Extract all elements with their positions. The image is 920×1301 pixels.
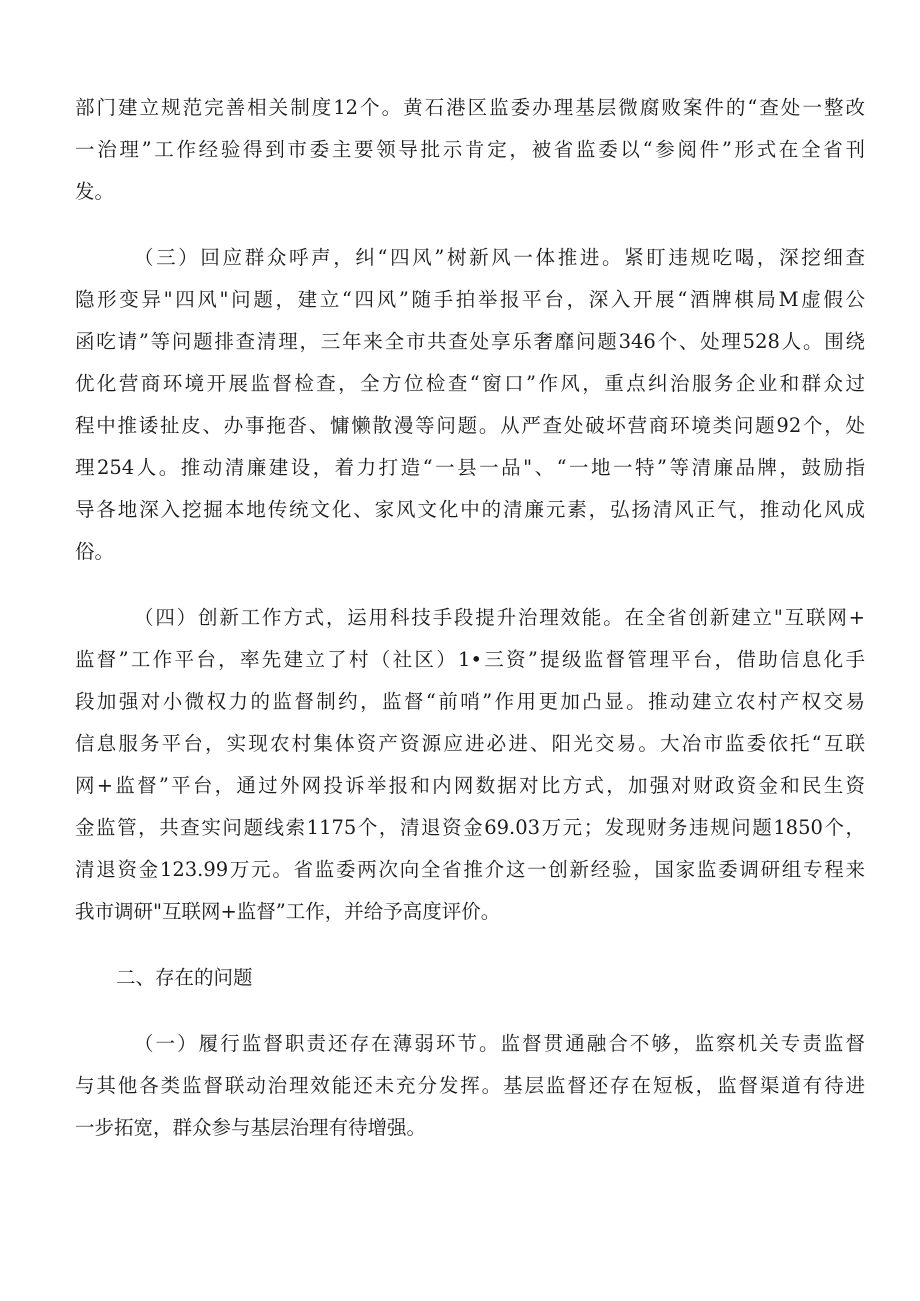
paragraph-line: 一步拓宽，群众参与基层治理有待增强。	[75, 1116, 427, 1139]
paragraph-line: 金监管，共查实问题线索1175个，清退资金69.03万元；发现财务违规问题1850个，	[75, 816, 865, 839]
paragraph-line: 监督”工作平台，率先建立了村（社区）1•三资”提级监督管理平台，借助信息化手	[75, 648, 865, 671]
section-heading: 二、存在的问题	[116, 966, 253, 989]
paragraph-line: 优化营商环境开展监督检查，全方位检查“窗口”作风，重点纠治服务企业和群众过	[75, 372, 865, 395]
paragraph-line: 程中推诿扯皮、办事拖沓、慵懒散漫等问题。从严查处破坏营商环境类问题92个，处	[75, 414, 865, 437]
paragraph-line: 段加强对小微权力的监督制约，监督“前哨”作用更加凸显。推动建立农村产权交易	[75, 690, 865, 713]
paragraph-line: 俗。	[75, 540, 115, 563]
paragraph-line: 导各地深入挖掘本地传统文化、家风文化中的清廉元素，弘扬清风正气，推动化风成	[75, 498, 865, 521]
paragraph-line: 发。	[75, 180, 115, 203]
paragraph-line: 清退资金123.99万元。省监委两次向全省推介这一创新经验，国家监委调研组专程来	[75, 858, 865, 881]
paragraph-line: 一治理”工作经验得到市委主要领导批示肯定，被省监委以“参阅件”形式在全省刊	[75, 138, 865, 161]
section-heading-line: （四）创新工作方式，运用科技手段提升治理效能。在全省创新建立"互联网+	[134, 606, 865, 629]
section-heading-line: （三）回应群众呼声，纠“四风”树新风一体推进。紧盯违规吃喝，深挖细查	[134, 246, 865, 269]
section-heading-line: （一）履行监督职责还存在薄弱环节。监督贯通融合不够，监察机关专责监督	[134, 1032, 865, 1055]
paragraph-line: 隐形变异"四风"问题，建立“四风”随手拍举报平台，深入开展“酒牌棋局M虚假公	[75, 288, 865, 311]
paragraph-line: 网+监督”平台，通过外网投诉举报和内网数据对比方式，加强对财政资金和民生资	[75, 774, 865, 797]
paragraph-line: 函吃请”等问题排查清理，三年来全市共查处享乐奢靡问题346个、处理528人。围绕	[75, 330, 865, 353]
paragraph-line: 部门建立规范完善相关制度12个。黄石港区监委办理基层微腐败案件的“查处一整改	[75, 96, 865, 119]
paragraph-line: 我市调研"互联网+监督”工作，并给予高度评价。	[75, 900, 501, 923]
paragraph-line: 与其他各类监督联动治理效能还未充分发挥。基层监督还存在短板，监督渠道有待进	[75, 1074, 865, 1097]
paragraph-line: 理254人。推动清廉建设，着力打造“一县一品"、“一地一特”等清廉品牌，鼓励指	[75, 456, 865, 479]
paragraph-line: 信息服务平台，实现农村集体资产资源应进必进、阳光交易。大冶市监委依托“互联	[75, 732, 865, 755]
